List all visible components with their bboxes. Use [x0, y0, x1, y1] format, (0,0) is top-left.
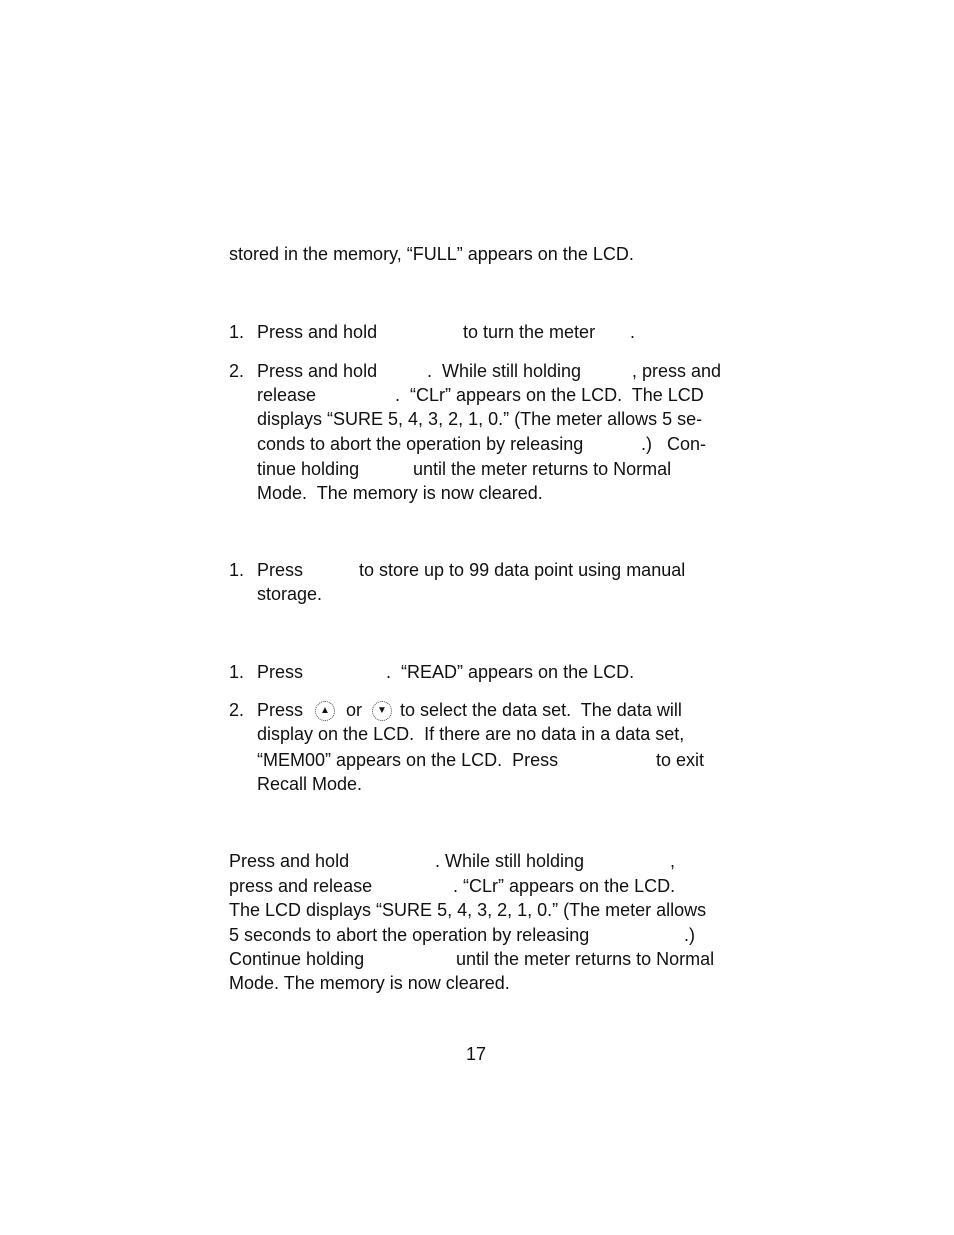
s3-item2-number: 2.: [229, 700, 245, 720]
s4-l1b: . While still holding: [435, 851, 585, 871]
s2-item1-a: Press: [257, 560, 304, 580]
s1-item2-number: 2.: [229, 361, 245, 381]
s1-item2-l5b: until the meter returns to Normal: [413, 459, 672, 479]
s4-l3: The LCD displays “SURE 5, 4, 3, 2, 1, 0.” (The meter allows: [229, 900, 707, 920]
up-arrow-icon: ▲: [315, 701, 335, 721]
s3-item1-number: 1.: [229, 662, 245, 682]
s4-l2a: press and release: [229, 876, 373, 896]
s2-item1-b: to store up to 99 data point using manual: [359, 560, 686, 580]
s4-l5a: Continue holding: [229, 949, 365, 969]
down-arrow-icon: ▼: [372, 701, 392, 721]
s1-item1-text-a: Press and hold: [257, 322, 378, 342]
s4-l5b: until the meter returns to Normal: [456, 949, 715, 969]
s3-item2-b: to select the data set. The data will: [400, 700, 682, 720]
page-number: 17: [466, 1044, 487, 1064]
s2-item1-l2: storage.: [257, 584, 323, 604]
s1-item2-l3: displays “SURE 5, 4, 3, 2, 1, 0.” (The meter allows 5 se-: [257, 409, 703, 429]
s2-item1-number: 1.: [229, 560, 245, 580]
s1-item2-l1b: . While still holding: [427, 361, 582, 381]
s4-l6: Mode. The memory is now cleared.: [229, 973, 510, 993]
s1-item1-text-c: .: [630, 322, 636, 342]
s1-item2-l4b: .) Con-: [641, 434, 707, 454]
s3-item2-l3a: “MEM00” appears on the LCD. Press: [257, 750, 559, 770]
s3-item2-a: Press: [257, 700, 304, 720]
s3-item2-or: or: [346, 700, 363, 720]
s1-item2-l4a: conds to abort the operation by releasing: [257, 434, 584, 454]
s1-item2-l5a: tinue holding: [257, 459, 360, 479]
s1-item2-l2b: . “CLr” appears on the LCD. The LCD: [395, 385, 704, 405]
s4-l2b: . “CLr” appears on the LCD.: [453, 876, 676, 896]
s3-item2-l4: Recall Mode.: [257, 774, 363, 794]
s4-l1a: Press and hold: [229, 851, 350, 871]
s1-item2-l6: Mode. The memory is now cleared.: [257, 483, 543, 503]
s3-item2-l2: display on the LCD. If there are no data in a data set,: [257, 724, 685, 744]
s1-item2-l1a: Press and hold: [257, 361, 378, 381]
s1-item1-number: 1.: [229, 322, 245, 342]
s4-l4a: 5 seconds to abort the operation by releasing: [229, 925, 590, 945]
s1-item2-l1c: , press and: [632, 361, 722, 381]
intro-text: stored in the memory, “FULL” appears on the LCD.: [229, 244, 634, 264]
s3-item1-b: . “READ” appears on the LCD.: [386, 662, 635, 682]
s4-l4b: .): [684, 925, 695, 945]
s1-item1-text-b: to turn the meter: [463, 322, 596, 342]
s3-item2-l3b: to exit: [656, 750, 705, 770]
s4-l1c: ,: [670, 851, 676, 871]
s1-item2-l2a: release: [257, 385, 317, 405]
s3-item1-a: Press: [257, 662, 304, 682]
